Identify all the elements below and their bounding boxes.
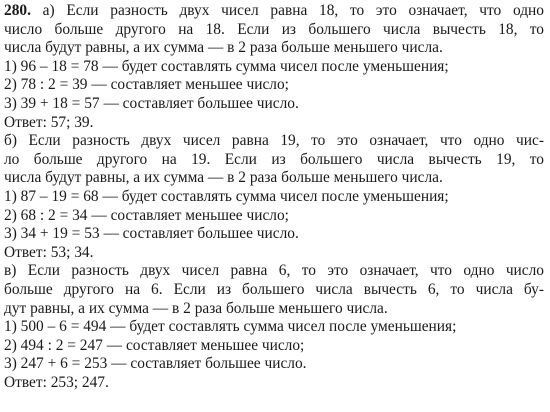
part-b-intro-line-1: б) Если разность двух чисел равна 19, то это означает, что одно чис- — [4, 132, 544, 150]
part-a-answer: Ответ: 57; 39. — [4, 113, 94, 131]
part-c-step-1: 1) 500 – 6 = 494 — будет составлять сумма чисел после уменьшения; — [4, 318, 457, 336]
part-b-intro-line-3: числа будут равны, а их сумма — в 2 раза больше меньшего числа. — [4, 169, 443, 187]
part-c-step-3: 3) 247 + 6 = 253 — составляет большее число. — [4, 355, 307, 373]
part-b-intro-line-2: ло больше другого на 19. Если из большего числа вычесть 19, то — [4, 150, 544, 168]
part-c — [4, 262, 544, 392]
part-a-step-1: 1) 96 – 18 = 78 — будет составлять сумма чисел после уменьшения; — [4, 57, 449, 75]
part-b-step-3: 3) 34 + 19 = 53 — составляет большее число. — [4, 225, 299, 243]
part-b — [4, 132, 544, 262]
part-c-intro-line-1: в) Если разность двух чисел равна 6, то это означает, что одно число — [4, 262, 544, 280]
part-a-intro-line-1 — [4, 2, 544, 21]
part-c-intro-line-2: больше другого на 6. Если из большего числа вычесть 6, то числа бу- — [4, 280, 544, 298]
part-c-answer: Ответ: 253; 247. — [4, 373, 109, 391]
part-b-step-1: 1) 87 – 19 = 68 — будет составлять сумма чисел после уменьшения; — [4, 187, 449, 205]
part-a-step-3: 3) 39 + 18 = 57 — составляет большее число. — [4, 94, 299, 112]
part-a — [4, 2, 544, 132]
part-a-intro-line-3: числа будут равны, а их сумма — в 2 раза больше меньшего числа. — [4, 39, 443, 57]
part-c-intro-line-3: дут равны, а их сумма — в 2 раза больше меньшего числа. — [4, 299, 388, 317]
problem-number: 280. — [4, 2, 31, 19]
part-a-step-2: 2) 78 : 2 = 39 — составляет меньшее число; — [4, 76, 289, 94]
part-b-step-2: 2) 68 : 2 = 34 — составляет меньшее число; — [4, 206, 289, 224]
part-a-intro-text-1: а) Если разность двух чисел равна 18, то это означает, что одно — [42, 2, 544, 19]
solution-page — [4, 2, 544, 392]
part-a-intro-line-2: число больше другого на 18. Если из большего числа вычесть 18, то — [4, 20, 544, 38]
part-b-answer: Ответ: 53; 34. — [4, 243, 94, 261]
part-c-step-2: 2) 494 : 2 = 247 — составляет меньшее число; — [4, 336, 305, 354]
